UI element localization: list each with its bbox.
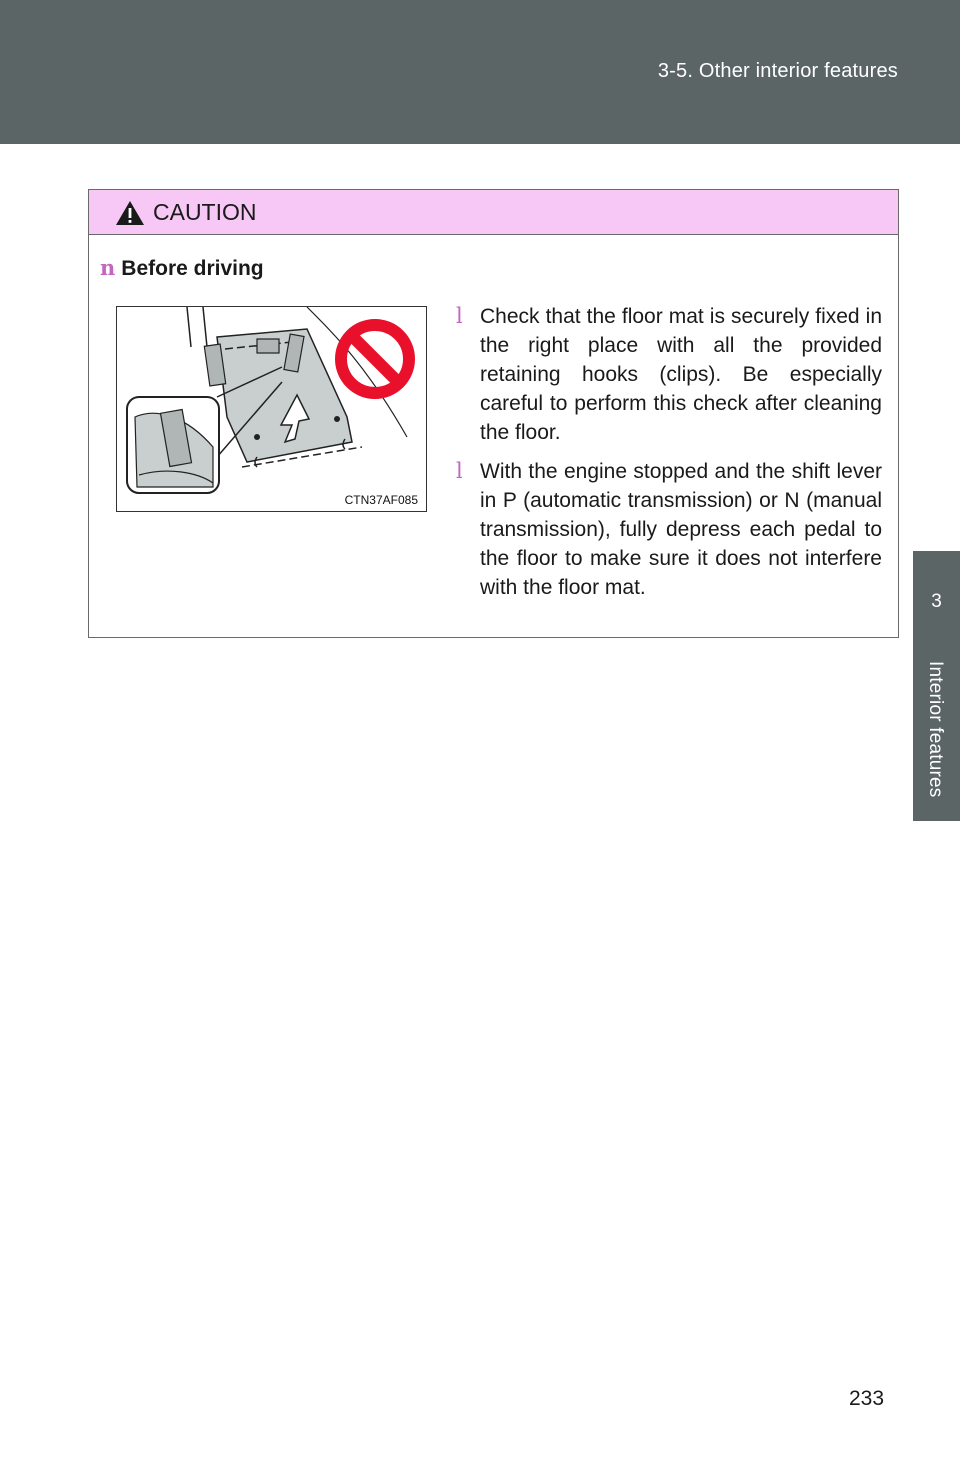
list-item [452, 302, 882, 447]
subheading-bullet: n [100, 255, 116, 280]
section-title: 3-5. Other interior features [657, 60, 898, 82]
chapter-label: Interior features [925, 661, 946, 798]
caution-title: CAUTION [153, 199, 257, 225]
caution-bullet-list [452, 302, 882, 612]
subheading-text: Before driving [121, 257, 264, 280]
bullet-mark: l [456, 459, 463, 483]
subheading [100, 255, 264, 281]
caution-header [89, 190, 898, 235]
header-band [0, 0, 960, 144]
bullet-mark: l [456, 304, 463, 328]
figure-code: CTN37AF085 [344, 493, 418, 507]
chapter-number: 3 [931, 591, 942, 612]
floor-mat-drawing [117, 307, 426, 511]
warning-triangle-icon [115, 200, 145, 226]
chapter-tab [913, 551, 960, 821]
bullet-text: With the engine stopped and the shift lever in P (automatic transmission) or N (manual transmission), fully depress each pedal to the floor to make sure it does not interfere with the floor mat. [480, 460, 882, 599]
list-item [452, 457, 882, 602]
bullet-text: Check that the floor mat is securely fixed in the right place with all the provided retaining hooks (clips). Be especially careful to perform this check after cleaning the floor. [480, 305, 882, 444]
caution-box [88, 189, 899, 638]
floor-mat-illustration [116, 306, 427, 512]
page-number: 233 [849, 1387, 885, 1410]
